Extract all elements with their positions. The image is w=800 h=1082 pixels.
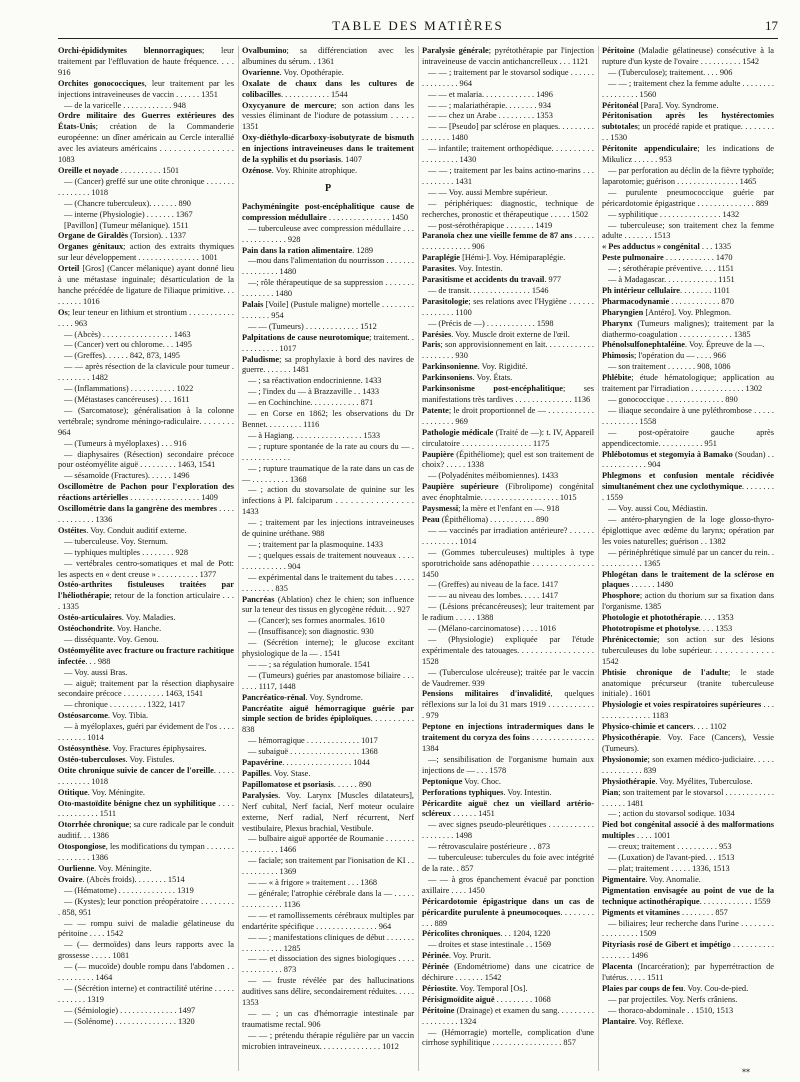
index-entry: Phlébite; étude hématologique; application au traitement par l'irradiation . . . . . . . . . . . . . 1302 [602,373,774,394]
index-entry: Organes génitaux; action des extraits thymiques sur leur développement . . . . . . . . . . . . . . . 1001 [58,242,235,263]
index-subentry: —; sensibilisation de l'organisme humain aux injections de — . . . 1578 [422,754,594,775]
index-subentry: — périphériques: diagnostic, technique de recherches, pronostic et thérapeutique . . . . . 1502 [422,198,594,219]
index-subentry: — — ; manifestations cliniques de début . . . . . . . . . . . . . . . . . 1285 [242,932,414,953]
index-entry: Périnée. Voy. Prurit. [422,951,491,961]
index-entry: Pensions militaires d'invalidité, quelques réflexions sur la loi du 31 mars 1919 . . . . . . . . . . . . 979 [422,689,594,721]
index-subentry: — tuberculeuse. Voy. Sternum. [64,536,168,546]
index-entry: Paraplégie [Hémi-]. Voy. Hémiparaplégie. [422,253,566,263]
index-subentry: — (Tumeurs à myéloplaxes) . . . 916 [64,438,187,448]
index-entry: Ourlienne. Voy. Méningite. [58,863,152,873]
index-entry: Pathologie médicale (Traité de —): t. IV, Appareil circulatoire . . . . . . . . . . . . . . . . . 1175 [422,427,595,448]
index-subentry: — — fruste révélée par des hallucinations auditives sans délire, secondairement réduites. . . . . 1353 [242,976,414,1008]
index-subentry: — périnéphrétique simulé par un cancer du rein. . . . . . . . . . . . 1365 [602,547,774,568]
index-entry: Physicothérapie. Voy. Face (Cancers), Vessie (Tumeurs). [602,733,774,753]
index-subentry: — (Cancer) vert ou chlorome. . . 1495 [64,340,192,350]
index-subentry: — — vaccinés par irradiation antérieure? . . . . . . . . . . . . . . . 1014 [422,525,594,546]
index-subentry: — droites et stase intestinale . . 1569 [428,940,552,950]
index-subentry: — de la varicelle . . . . . . . . . . . . 948 [64,100,186,110]
index-entry: Ozénose. Voy. Rhinite atrophique. [242,165,358,175]
index-subentry: — — ; un cas d'hémorragie intestinale par traumatisme rectal. 906 [242,1008,414,1029]
index-subentry: — tuberculeuse: tubercules du foie avec intégrité de la rate. . 857 [422,853,594,873]
index-subentry: — disséquante. Voy. Genou. [64,634,159,644]
index-subentry: — (Tuberculose); traitement. . . . 906 [608,67,733,77]
index-subentry: — (Sémiologie) . . . . . . . . . . . . . . 1497 [64,1005,196,1015]
index-entry: Pian; son traitement par le stovarsol . . . . . . . . . . . . . . . . . . 1481 [602,787,774,808]
index-subentry: — (Sécrétion interne) et contractilité utérine . . . . . . . . . . . . 1319 [58,983,234,1004]
index-subentry: — (Kystes); leur ponction préopératoire . . . . . . . . . 858, 951 [58,896,234,917]
index-subentry: — (Lésions précancéreuses); leur traitement par le radium . . . . . 1388 [422,602,594,623]
index-subentry: — post-sérothérapique . . . . . . . 1419 [428,220,553,230]
index-subentry: —; rôle thérapeutique de sa suppression . . . . . . . . . . . . . . . 1480 [242,278,414,299]
index-entry: Phénolsulfonephtaléine. Voy. Épreuve de la —. [602,340,765,350]
index-subentry: — antéro-pharyngien de la loge glosso-thyro-épiglottique avec œdème du larynx; opération par les voies naturelles; guérison . . 1382 [602,514,774,546]
index-subentry: — — ; sa régulation humorale. 1541 [248,659,371,669]
index-entry: Physionomie; son examen médico-judiciaire. . . . . . . . . . . . . . . 839 [602,754,774,775]
index-subentry: — (— dermoïdes) dans leurs rapports avec la grossesse . . . . . 1081 [58,940,234,961]
index-subentry: — à Madagascar. . . . . . . . . . . . . 1151 [608,275,735,285]
index-entry: Péritonéal [Para]. Voy. Syndrome. [602,100,719,110]
index-column-4 [598,46,778,1071]
index-subentry: — creux; traitement . . . . . . . . . . 953 [608,842,732,852]
index-subentry: — ; quelques essais de traitement nouveaux . . . . . . . . . . . . . . . 904 [242,550,414,571]
index-subentry: — (Tuberculose ulcéreuse); traitée par le vaccin de Vaudremer. 939 [422,667,594,688]
index-column-3 [418,46,598,1071]
index-entry: Papavérine. . . . . . . . . . . . . . . . . 1044 [242,758,370,768]
index-subentry: — (Hématome) . . . . . . . . . . . . . . 1319 [64,885,194,895]
index-entry: Ph intérieur cellulaire. . . . . . . . 1101 [602,285,730,295]
index-entry: Photologie et photothérapie. . . . 1353 [602,613,734,623]
index-entry: Pharyngien [Antéro]. Voy. Phlegmon. [602,307,731,317]
index-entry: Paranoïa chez une vieille femme de 87 ans . . . . . . . . . . . . . . . . . 906 [422,231,595,252]
index-subentry: — — ; malariathérapie. . . . . . . . 934 [428,100,552,110]
index-subentry: — (Tumeurs) guéries par anastomose biliaire . . . . . . . 1117, 1448 [242,670,414,691]
index-subentry: — (Inflammations) . . . . . . . . . . . 1022 [64,384,194,394]
index-subentry: — faciale; son traitement par l'ionisation de KI . . . . . . . . . . . 1369 [242,856,414,877]
index-subentry: — syphilitique . . . . . . . . . . . . . . . 1432 [608,209,740,219]
index-subentry: — ; rupture spontanée de la rate au cours du — . . . . . . . . . . . . . [242,441,414,462]
index-entry: Oxycyanure de mercure; son action dans les vessies éliminant de l'iodure de potassium . . . . . 1351 [242,100,414,132]
index-subentry: — en Cochinchine. . . . . . . . . . . . 871 [248,398,374,408]
index-entry: Plantaire. Voy. Réflexe. [602,1016,684,1026]
index-subentry: — biliaires; leur recherche dans l'urine . . . . . . . . . . . . . . . . . 1509 [602,918,774,939]
index-subentry: — sésamoïde (Fractures). . . . . . 1496 [64,471,190,481]
index-entry: Paupière (Épithéliome); quel est son traitement de choix? . . . . . 1338 [422,449,594,470]
index-entry: Paupière supérieure (Fibrolipome) congénital avec énophtalmie. . . . . . . . . . . . . . . . . . . 1015 [422,482,594,503]
index-entry: Papilles. Voy. Stase. [242,769,311,778]
index-subentry: — infantile; traitement orthopédique. . . . . . . . . . . . . . . . . . . 1430 [422,144,594,165]
index-subentry: — thoraco-abdominale . . 1510, 1513 [608,1005,734,1015]
index-entry: Otorrhée chronique; sa cure radicale par le conduit auditif. . . 1386 [58,820,234,841]
index-entry: Orteil [Gros] (Cancer mélanique) ayant donné lieu à une métastase inguinale; désarticulation de la hanche précédée de ligature de l'iliaque primitive. . . . . . . . . 1016 [58,264,234,306]
index-subentry: — (Mélano-carcinomatose) . . . . 1016 [428,624,556,634]
index-entry: Peptonique Voy. Choc. [422,776,501,786]
index-entry: Otitique. Voy. Méningite. [58,787,145,797]
index-entry: Perforations typhiques. Voy. Intestin. [422,787,552,797]
index-entry: Oto-mastoïdite bénigne chez un syphilitique . . . . . . . . . . . . . . 1511 [58,798,234,819]
index-entry: Phtisie chronique de l'adulte; le stade anatomique précurseur (tranite tuberculeuse initiale) . 1601 [602,667,774,699]
index-entry: Ostéochondrite. Voy. Hanche. [58,624,162,634]
index-entry: Phosphore; action du thorium sur sa fixation dans l'organisme. 1385 [602,591,774,612]
index-entry: Otospongiose, les modifications du tympan . . . . . . . . . . . . . . . 1386 [58,842,234,863]
index-entry: Périnée (Endométriome) dans une cicatrice de déchirure . . . . . . . 1542 [422,962,594,983]
index-entry: Palpitations de cause neurotomique; traitement. . . . . . . . . . . 1017 [242,332,414,353]
index-subentry: — — ; traitement par le stovarsol sodique . . . . . . . . . . . . . . . 964 [422,67,594,88]
index-entry: Placenta (Incarcération); par hyperrétraction de l'utérus. . . . . 1511 [602,962,774,983]
index-column-1 [58,46,238,1071]
index-subentry: — (Insuffisance); son diagnostic. 930 [248,627,374,637]
index-entry: Pancréas (Ablation) chez le chien; son influence sur la teneur des tissus en glycogène réduit. . . 927 [242,594,414,615]
index-entry: Péritonisation après les hystérectomies subtotales; un procédé rapide et pratique. . . . . . . . . . 1530 [602,111,774,143]
index-entry: Phlogétan dans le traitement de la sclérose en plaques . . . . . . 1480 [602,569,774,590]
index-entry: Ostéomyélite avec fracture ou fracture rachitique infectée. . . 988 [58,645,235,666]
index-subentry: — de transit. . . . . . . . . . . . . . . 1546 [428,285,549,295]
index-entry: Organe de Giraldès (Torsion). . 1337 [58,231,187,241]
index-entry: Pigmentation envisagée au point de vue de la technique actinothérapique. . . . . . . . . . . . . 1559 [602,885,774,906]
index-entry: Phrénicectomie; son action sur des lésions tuberculeuses du lobe supérieur. . . . . . . . . . . . . 1542 [602,634,774,666]
index-subentry: — ; sérothérapie préventive. . . . 1151 [608,264,734,274]
index-entry: Parkinsonienne. Voy. Rigidité. [422,362,528,372]
index-entry: Physiologie et voies respiratoires supérieures . . . . . . . . . . . . . . . 1183 [602,700,774,721]
index-entry: Orchi-épididymites blennorragiques; leur traitement par l'effluvation de haute fréquence. . . . 916 [58,46,234,77]
index-entry: Oxy-diéthylo-dicarboxy-isobutyrate de bismuth en injections intraveineuses dans le traitement de la syphilis et du psoriasis. 1407 [242,133,414,165]
index-subentry: — gonococcique . . . . . . . . . . . . . . 890 [608,395,738,404]
index-subentry: — vertébrales centro-somatiques et mal de Pott: les aspects en « dent creuse » . . . . . . . . . . 1377 [58,558,234,579]
index-subentry: — purulente pneumococcique guérie par péricardotomie épigastrique . . . . . . . . . . . . . . 889 [602,187,774,208]
index-subentry: — — ; traitement par les bains actino-marins . . . . . . . . . . . 1431 [422,165,594,186]
index-subentry: — (Métastases cancéreuses) . . . 1611 [64,395,190,404]
index-subentry: — expérimental dans le traitement du tabes . . . . . . . . . . . . . 835 [242,572,414,593]
index-entry: Peste pulmonaire . . . . . . . . . . . . 1470 [602,253,733,263]
index-entry: Oscillomètre de Pachon pour l'exploration des réactions artérielles . . . . . . . . . . . . . . . . . 1409 [58,482,234,503]
index-subentry: — — ; prétendu thérapie régulière par un vaccin microbien intraveineux. . . . . . . . . . . . . . . 1012 [242,1030,414,1051]
index-subentry: — chronique . . . . . . . . . 1322, 1417 [64,700,185,710]
index-subentry: — (Luxation) de l'avant-pied. . . 1513 [608,853,735,863]
index-subentry: — — et ramollissements cérébraux multiples par endartérite spécifique . . . . . . . . . . . . . . . 964 [242,910,414,931]
index-entry: Phototropisme et photolyse. . . . 1353 [602,624,733,634]
index-entry: Ostéo-articulaires. Voy. Maladies. [58,613,176,623]
index-entry: Otite chronique suivie de cancer de l'oreille. . . . . . . . . . . . . 1018 [58,765,234,786]
index-subentry: — (Sarcomatose); généralisation à la colonne vertébrale; syndrome méningo-radiculaire. . . . . . . . 964 [58,405,234,437]
index-subentry: — — chez un Arabe . . . . . . . . . 1353 [428,111,553,121]
index-entry: Pigments et vitamines . . . . . . . . 857 [602,907,728,917]
section-letter: P [324,182,332,194]
index-subentry: — ; traitement par les injections intraveineuses de quinine uréthane. 988 [242,518,414,539]
index-subentry: — Voy. aussi Cou, Médiastin. [608,504,708,514]
index-entry: Péritoine (Drainage) et examen du sang. . . . . . . . . . . . . . . . . . 1324 [422,1005,594,1026]
index-entry: « Pes adductus » congénital . . . 1335 [602,242,732,252]
index-entry: Pharmacodynamie . . . . . . . . . . . . 870 [602,296,734,306]
index-entry: Pied bot congénital associé à des malformations multiples . . . . 1001 [602,820,774,841]
index-entry: Parésies. Voy. Muscle droit externe de l'œil. [422,329,570,339]
index-entry: Pigmentaire. Voy. Anomalie. [602,874,701,884]
index-entry: Parasitisme et accidents du travail. 977 [422,275,562,285]
index-subentry: — (Gommes tuberculeuses) multiples à type sporotrichoïde sans adénopathie . . . . . . . . . . . . . . 1450 [422,547,594,579]
index-entry: Périostite. Voy. Temporal [Os]. [422,983,528,993]
index-subentry: — — (Tumeurs) . . . . . . . . . . . . . 1512 [248,321,377,331]
index-subentry: — — après résection de la clavicule pour tumeur . . . . . . . . . 1482 [58,362,234,383]
index-subentry: — interne (Physiologie) . . . . . . . 1367 [64,209,193,219]
index-entry: Pancréatico-rénal. Voy. Syndrome. [242,692,363,702]
index-entry: Pachyméningite post-encéphalitique cause de compression médullaire . . . . . . . . . . . . . . . 1450 [242,201,414,222]
index-entry: Phlébotomus et stegomyia à Bamako (Soudan) . . . . . . . . . . . . . 904 [602,449,774,470]
index-entry: Parkinsonisme post-encéphalitique; ses manifestations très tardives . . . . . . . . . . . . . . 1136 [422,384,594,404]
index-subentry: — (Cancer); ses formes anormales. 1610 [248,616,385,626]
index-subentry: — (Solénome) . . . . . . . . . . . . . . . 1320 [64,1016,195,1026]
index-entry: Pancréatite aiguë hémorragique guérie par simple section de brides épiploïques. . . . . . . . . . 838 [242,703,414,735]
index-entry: Ovaire. (Abcès froids). . . . . . . . 1514 [58,874,185,884]
index-subentry: — typhiques multiples . . . . . . . . 928 [64,547,188,557]
index-subentry: — — [Pseudo] par sclérose en plaques. . . . . . . . . . . . . . . . 1480 [422,122,594,143]
index-entry: Parkinsoniens. Voy. États. [422,373,513,383]
index-subentry: — son traitement . . . . . . . 908, 1086 [608,362,731,372]
index-entry: Oreille et noyade . . . . . . . . . . 1501 [58,165,180,175]
index-entry: Plaies par coups de feu. Voy. Cou-de-pied. [602,983,749,993]
index-subentry: — Voy. aussi Bras. [64,667,128,677]
index-entry: Peau (Épithélioma) . . . . . . . . . . . 890 [422,514,549,524]
index-entry: Peptone en injections intradermiques dans le traitement du coryza des foins . . . . . . . . . . . . . . . 1384 [422,722,594,753]
index-entry: Physico-chimie et cancers. . . . 1102 [602,722,727,732]
index-entry: Pityriasis rosé de Gibert et impétigo . . . . . . . . . . . . . . . . . 1496 [602,940,774,961]
index-subentry: — à Hagiang. . . . . . . . . . . . . . . . . 1533 [248,430,381,440]
index-subentry: — diaphysaires (Résection) secondaire précoce pour ostéomyélite aiguë . . . . . . . . . 1463, 1541 [58,449,234,470]
index-entry: Ostéo-tuberculoses. Voy. Fistules. [58,754,175,764]
index-entry: Papillomatose et psoriasis. . . . . . 890 [242,779,372,789]
index-subentry: — — Voy. aussi Membre supérieur. [428,187,548,197]
index-entry: Péricolites chroniques. . . 1204, 1220 [422,929,551,939]
index-subentry: — — au niveau des lombes. . . . . 1417 [428,591,559,601]
index-entry: Oxalate de chaux dans les cultures de colibacilles. . . . . . . . . . . . 1544 [242,78,414,99]
index-subentry: — hémorragique . . . . . . . . . . . . . 1017 [248,736,378,746]
index-subentry: — rétrovasculaire postérieure . . 873 [428,842,551,852]
index-subentry: —mou dans l'alimentation du nourrisson . . . . . . . . . . . . . . . . 1480 [242,256,414,277]
index-subentry: — en Corse en 1862; les observations du Dr Bennet. . . . . . . . . 1116 [242,409,414,429]
index-subentry: — — et dissociation des signes biologiques . . . . . . . . . . . . . . 873 [242,954,414,975]
index-subentry: — — et malaria. . . . . . . . . . . . . 1496 [428,89,553,99]
index-subentry: — aiguë; traitement par la résection diaphysaire secondaire précoce . . . . . . . . . . 1463, 1541 [58,678,234,699]
index-entry: Ostéo-arthrites fistuleuses traitées par l'héliothérapie; retour de la fonction articulaire . . . . 1335 [58,580,234,612]
index-entry: Ovalbumino; sa différenciation avec les albumines du sérum. . 1361 [242,46,414,66]
index-entry: Paysmessi; la mère et l'enfant en —. 918 [422,504,560,514]
index-subentry: — par projectiles. Voy. Nerfs crâniens. [608,994,738,1004]
index-entry: Oscillométrie dans la gangrène des membres . . . . . . . . . . . . . 1336 [58,504,235,524]
index-subentry: — avec signes pseudo-pleurétiques . . . . . . . . . . . . . . . . . . . 1498 [422,820,594,841]
index-subentry: — plat; traitement . . . . . 1336, 1513 [608,863,730,873]
index-subentry: — (Cancer) greffé sur une otite chronique . . . . . . . . . . . . . . . 1018 [58,176,234,197]
index-subentry: — bulbaire aiguë apportée de Roumanie . . . . . . . . . . . . . . . . 1466 [242,834,414,855]
index-entry: Ovarienne. Voy. Opothérapie. [242,67,344,77]
footer-marks: ** [742,1068,750,1077]
index-columns [58,46,778,1071]
index-subentry: — générale; l'atrophie cérébrale dans la — . . . . . . . . . . . . . . . 1136 [242,888,414,909]
index-entry: Péricardite aiguë chez un vieillard artério-scléreux . . . . . . 1451 [422,798,594,819]
index-subentry: — (Sécrétion interne); le glucose excitant physiologique de la — . 1541 [242,638,414,659]
index-subentry: — ; action du stovarsolate de quinine sur les infections à Pl. falciparum . . . . . . . . . . . . . . . . 1433 [242,485,414,517]
index-subentry: — (Greffes). . . . . . 842, 873, 1495 [64,351,180,361]
index-entry: Parasites. Voy. Intestin. [422,264,503,274]
index-subentry: — subaiguë . . . . . . . . . . . . . . . . . 1368 [248,747,378,757]
index-entry: Pain dans la ration alimentaire. 1289 [242,245,374,255]
index-subentry: — — rompu suivi de maladie gélatineuse du péritoine . . . . 1542 [58,918,234,939]
index-entry: Phimosis; l'opération du — . . . . 966 [602,351,726,361]
index-subentry: — ; traitement par la plasmoquine. 1433 [248,539,384,549]
index-subentry: — — ; traitement chez la femme adulte . . . . . . . . . . . . . . . . . 1560 [602,78,774,99]
index-entry: Périsigmoïdite aiguë . . . . . . . . . 1068 [422,994,551,1004]
index-subentry: — ; rupture traumatique de la rate dans un cas de — . . . . . . . . . 1368 [242,463,414,484]
index-entry: Os; leur teneur en lithium et strontium . . . . . . . . . . . . . . . 963 [58,307,234,328]
index-entry: Paludisme; sa prophylaxie à bord des navires de guerre. . . . . . . 1481 [242,354,414,375]
index-subentry: — — à gros épanchement évacué par ponction axillaire . . . . 1450 [422,874,594,895]
index-entry: Phlegmons et confusion mentale récidivée simultanément chez une cyclothymique. . . . . . . . . 1559 [602,471,775,503]
index-entry: Ostéosynthèse. Voy. Fractures épiphysaires. [58,744,207,753]
index-subentry: — (Précis de —) . . . . . . . . . . . . 1598 [428,318,554,328]
index-entry: Patente; le droit proportionnel de — . . . . . . . . . . . . . . . . . . . 969 [422,405,594,426]
index-entry: Paris; son approvisionnement en lait. . . . . . . . . . . . . . . . . . . . 930 [422,340,594,361]
index-entry: Palais [Voile] (Pustule maligne) mortelle . . . . . . . . . . . . . . . 954 [242,300,414,320]
index-entry: Péritoine (Maladie gélatineuse) consécutive à la rupture d'un kyste de l'ovaire . . . . . . . . . . 1542 [602,46,774,66]
page-header [58,16,778,39]
index-subentry: — (Polyadénites méibomiennes). 1433 [428,471,559,481]
index-subentry: — post-opératoire gauche après appendicectomie. . . . . . . . . . . 951 [602,427,774,448]
index-entry: Pharynx (Tumeurs malignes); traitement par la diathermo-coagulation . . . . . . . . . . . . . 1385 [602,318,774,339]
index-entry: Parasitologie; ses relations avec l'Hygiène . . . . . . . . . . . . . . 1100 [422,296,594,317]
index-column-2 [238,46,418,1071]
index-subentry: — tuberculeuse avec compression médullaire . . . . . . . . . . . . . . 928 [242,223,414,244]
index-subentry: — à myéloplaxes, guéri par évidement de l'os . . . . . . . . . . . 1014 [58,722,234,743]
page-title: TABLE DES MATIÈRES [332,18,504,33]
page-number: 17 [765,18,778,33]
index-entry: Ostéites. Voy. Conduit auditif externe. [58,525,187,535]
index-subentry: — iliaque secondaire à une pyléthrombose . . . . . . . . . . . . . . 1558 [602,405,774,426]
index-subentry: — ; action du stovarsol sodique. 1034 [608,809,735,819]
index-subentry: — tuberculeuse; son traitement chez la femme adulte . . . . . . . 1513 [602,220,774,241]
index-entry: Physiothérapie. Voy. Myélites, Tuberculose. [602,776,753,786]
index-entry: Ostéosarcome. Voy. Tibia. [58,711,149,721]
index-subentry: — (Physiologie) expliquée par l'étude expérimentale des tatouages. . . . . . . . . . . . . . . . . 1528 [422,634,594,666]
index-subentry: [Pavillon] (Tumeur mélanique). 1511 [64,220,189,230]
index-subentry: — ; sa réactivation endocrinienne. 1433 [248,376,382,386]
index-subentry: — par perforation au déclin de la fièvre typhoïde; laparotomie; guérison . . . . . . . . . . . . . . . 1465 [602,165,774,186]
index-entry: Péricardotomie épigastrique dans un cas de péricardite purulente à pneumocoques. . . . . . . . . . . 889 [422,896,594,928]
index-subentry: — (— mucoïde) double rompu dans l'abdomen . . . . . . . . . . . 1464 [58,962,234,983]
index-entry: Paralysie générale; pyrétothérapie par l'injection intraveineuse de vaccin antichancrelleux . . . 1121 [422,46,594,66]
index-subentry: — (Hémorragie) mortelle, complication d'une cirrhose syphilitique . . . . . . . . . . . . . . . . . 857 [422,1027,594,1048]
index-subentry: — (Chancre tuberculeux). . . . . . . 890 [64,198,191,208]
index-entry: Ordre militaire des Guerres extérieures des États-Unis; création de la Commanderie européenne: un dîner américain au Cercle interallié avec les aviateurs américains . . . . . . . . . . . . . . . . 1083 [58,111,234,165]
index-subentry: — ; l'index du — à Brazzaville . . 1433 [248,387,380,397]
index-entry: Paralysies. Voy. Larynx [Muscles dilatateurs], Nerf cubital, Nerf facial, Nerf moteur oculaire externe, Nerf radial, Nerf récurrent, Nerf vestibulaire, Plexus brachial, Vestibule. [242,790,414,833]
index-entry: Péritonite appendiculaire; les indications de Mikulicz . . . . . . 953 [602,144,774,165]
index-subentry: — (Abcès) . . . . . . . . . . . . . . . . . 1463 [64,329,191,339]
index-subentry: — — « à frigore » traitement . . . 1368 [248,878,378,888]
index-subentry: — (Greffes) au niveau de la face. 1417 [428,580,559,590]
index-entry: Orchites gonococciques, leur traitement par les injections intraveineuses de vaccin . . . . . . 1351 [58,78,234,99]
